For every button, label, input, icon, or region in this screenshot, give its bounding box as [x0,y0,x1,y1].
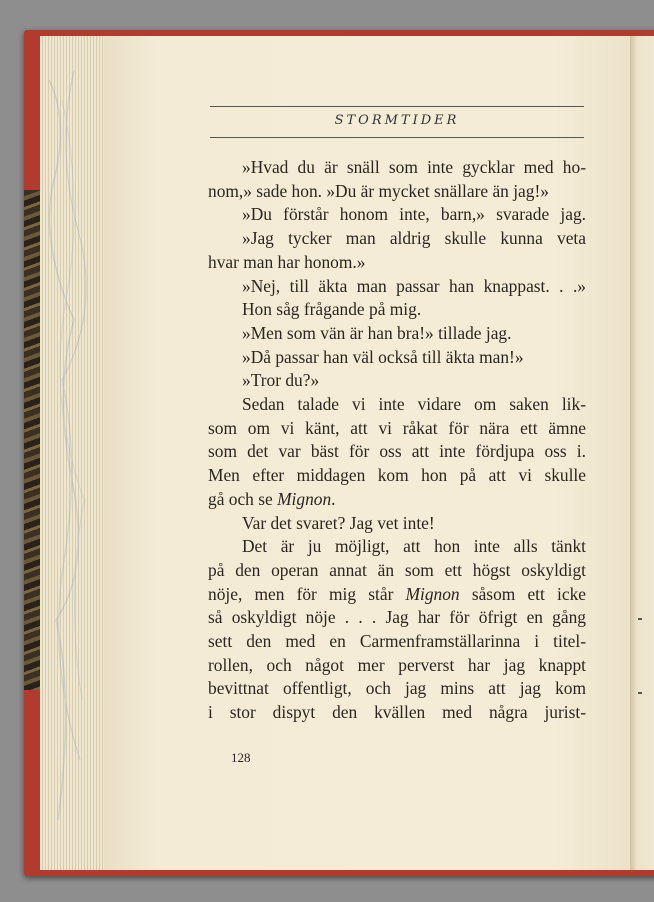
body-text [208,156,586,725]
running-head: STORMTIDER [334,113,460,128]
text-line: på den operan annat än som ett högst oskyldigt [208,559,586,580]
text-line: Det är ju möjligt, att hon inte alls tänkt [242,536,586,557]
text-line: »Nej, till äkta man passar han knappast. . .» [242,275,586,296]
page-number: 128 [231,750,251,765]
text-line: som det var bäst för oss att inte fördjupa oss i. [208,441,586,462]
text-line: »Då passar han väl också till äkta man!» [242,346,524,367]
text-line: Sedan talade vi inte vidare om saken lik- [242,394,586,415]
text-line: så oskyldigt nöje . . . Jag har för öfrigt en gång [208,607,586,628]
text-line: Hon såg frågande på mig. [242,299,422,320]
text-line: »Men som vän är han bra!» tillade jag. [242,322,512,343]
text-line: rollen, och något mer perverst har jag knappt [208,654,586,675]
text-line: Men efter middagen kom hon på att vi skulle [208,465,586,486]
text-line: nöje, men för mig står Mignon såsom ett icke [208,583,586,604]
text-line: i stor dispyt den kvällen med några jurist- [208,702,586,723]
facing-page-mark [638,692,642,694]
text-line: bevittnat offentligt, och jag mins att jag kom [208,678,586,699]
text-line: hvar man har honom.» [208,251,366,272]
header-rule-bottom [210,137,584,138]
facing-page-edge [630,36,654,870]
page-edge-texture [44,60,94,840]
text-line: »Du förstår honom inte, barn,» svarade jag. [242,204,586,225]
text-line: gå och se Mignon. [208,488,336,509]
text-line: sett den med en Carmenframställarinna i titel- [208,631,586,652]
text-line: »Tror du?» [242,370,320,391]
facing-page-mark [638,618,642,620]
text-line: som om vi känt, att vi råkat för nära ett ämne [208,417,586,438]
text-line: »Hvad du är snäll som inte gycklar med ho- [242,157,586,177]
text-line: nom,» sade hon. »Du är mycket snällare än jag!» [208,180,549,201]
header-rule-top [210,106,584,107]
text-line: »Jag tycker man aldrig skulle kunna veta [242,228,586,249]
text-line: Var det svaret? Jag vet inte! [242,512,435,533]
